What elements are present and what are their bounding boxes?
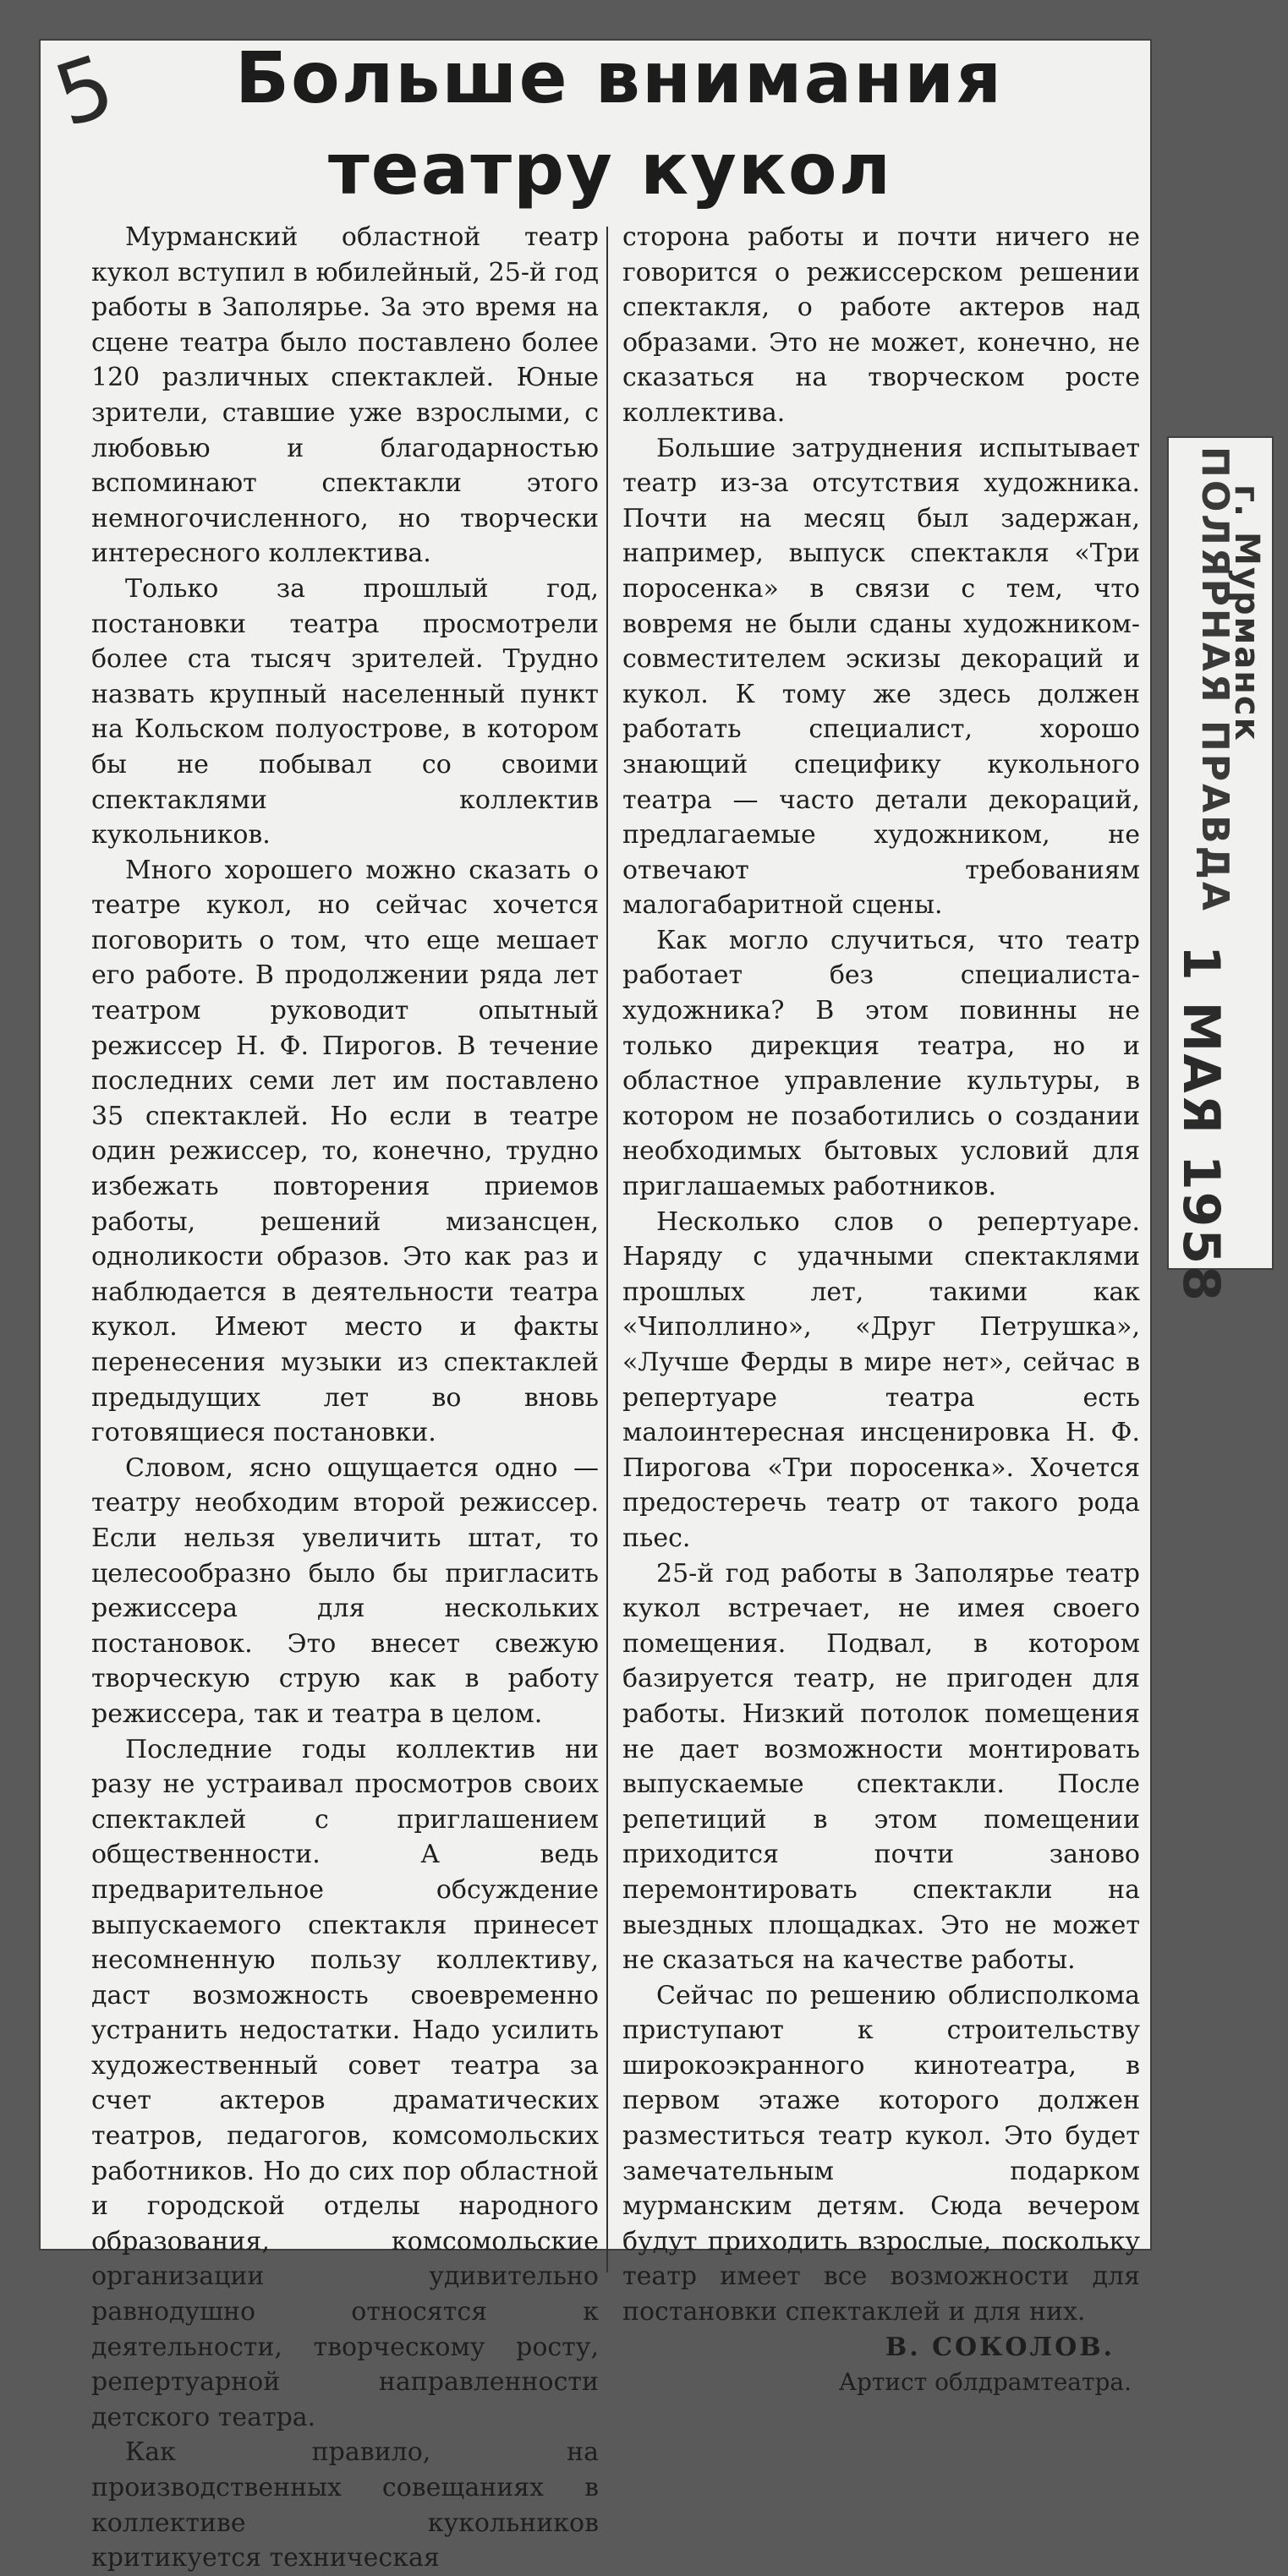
paragraph: Большие затруднения испытывает театр из-за отсутствия художника. Почти на месяц был задержан, например, выпуск спектакля «Три поросенка» в связи с тем, что вовремя не были сданы художником-совместителем эскизы декораций и кукол. К тому же здесь должен работать специалист, хорошо знающий специфику кукольного театра — часто детали декораций, предлагаемые художником, не отвечают требованиям малогабаритной сцены. <box>622 433 1140 921</box>
paragraph: Последние годы коллектив ни разу не устраивал просмотров своих спектаклей с приглашением общественности. А ведь предварительное обсуждение выпускаемого спектакля принесет несомненную пользу коллективу, даст возможность своевременно устранить недостатки. Надо усилить художественный совет театра за счет актеров драматических театров, педагогов, комсомольских работников. Но до сих пор областной и городской отделы народного образования, комсомольские организации удивительно равнодушно относятся к деятельности, творческому росту, репертуарной направленности детского театра. <box>91 1734 599 2432</box>
paragraph: сторона работы и почти ничего не говорится о режиссерском решении спектакля, о работе актеров над образами. Это не может, конечно, не сказаться на творческом росте коллектива. <box>622 222 1140 428</box>
stamp-date: 1 МАЯ 1958 <box>1171 945 1230 1303</box>
paragraph: Много хорошего можно сказать о театре кукол, но сейчас хочется поговорить о том, что еще мешает его работе. В продолжении ряда лет театром руководит опытный режиссер Н. Ф. Пирогов. В течение последних семи лет им поставлено 35 спектаклей. Но если в театре один режиссер, то, конечно, трудно избежать повторения приемов работы, решений мизансцен, одноликости образов. Это как раз и наблюдается в деятельности театра кукол. Имеют место и факты перенесения музыки из спектаклей предыдущих лет во вновь готовящиеся постановки. <box>91 855 599 1448</box>
paragraph: Как правило, на производственных совещаниях в коллективе кукольников критикуется техническая <box>91 2437 599 2573</box>
newspaper-clipping <box>41 36 1150 2573</box>
author-role: Артист облдрамтеатра. <box>838 2368 1132 2397</box>
paragraph: Как могло случиться, что театр работает без специалиста-художника? В этом повинны не только дирекция театра, но и областное управление культуры, в котором не позаботились о создании необходимых бытовых условий для приглашаемых работников. <box>622 925 1140 1202</box>
left-column <box>91 220 599 2576</box>
column-divider <box>606 227 608 2272</box>
paragraph: Сейчас по решению облисполкома приступают к строительству широкоэкранного кинотеатра, в первом этаже которого должен разместиться театр кукол. Это будет замечательным подарком мурманским детям. Сюда вечером будут приходить взрослые, поскольку театр имеет все возможности для постановки спектаклей и для них. <box>622 1980 1140 2327</box>
article-headline <box>41 36 1150 216</box>
newspaper-stamp <box>1169 438 1272 1303</box>
author-name: В. СОКОЛОВ. <box>885 2332 1115 2362</box>
paragraph: 25-й год работы в Заполярье театр кукол встречает, не имея своего помещения. Подвал, в котором базируется театр, не пригоден для работы. Низкий потолок помещения не дает возможности монтировать выпускаемые спектакли. После репетиций в этом помещении приходится почти заново перемонтировать спектакли на выездных площадках. Это не может не сказаться на качестве работы. <box>622 1558 1140 1976</box>
headline-line-2: театру кукол <box>328 128 893 211</box>
right-column <box>622 220 1140 2400</box>
headline-line-1: Больше внимания <box>235 36 1004 119</box>
paragraph: Словом, ясно ощущается одно — театру необходим второй режиссер. Если нельзя увеличить штат, то целесообразно было бы пригласить режиссера для нескольких постановок. Это внесет свежую творческую струю как в работу режиссера, так и театра в целом. <box>91 1452 599 1729</box>
stamp-paper-name: ПОЛЯРНАЯ ПРАВДА <box>1193 446 1236 913</box>
stamp-city: г. Мурманск <box>1227 484 1266 742</box>
paragraph: Мурманский областной театр кукол вступил в юбилейный, 25-й год работы в Заполярье. За это время на сцене театра было поставлено более 120 различных спектаклей. Юные зрители, ставшие уже взрослыми, с любовью и благодарностью вспоминают спектакли этого немногочисленного, но творчески интересного коллектива. <box>91 222 599 569</box>
paragraph: Только за прошлый год, постановки театра просмотрели более ста тысяч зрителей. Трудно назвать крупный населенный пункт на Кольском полуострове, в котором бы не побывал со своими спектаклями коллектив кукольников. <box>91 573 599 850</box>
handwritten-number: 5 <box>43 36 125 146</box>
paragraph: Несколько слов о репертуаре. Наряду с удачными спектаклями прошлых лет, такими как «Чиполлино», «Друг Петрушка», «Лучше Ферды в мире нет», сейчас в репертуаре театра есть малоинтересная инсценировка Н. Ф. Пирогова «Три поросенка». Хочется предостеречь театр от такого рода пьес. <box>622 1206 1140 1553</box>
